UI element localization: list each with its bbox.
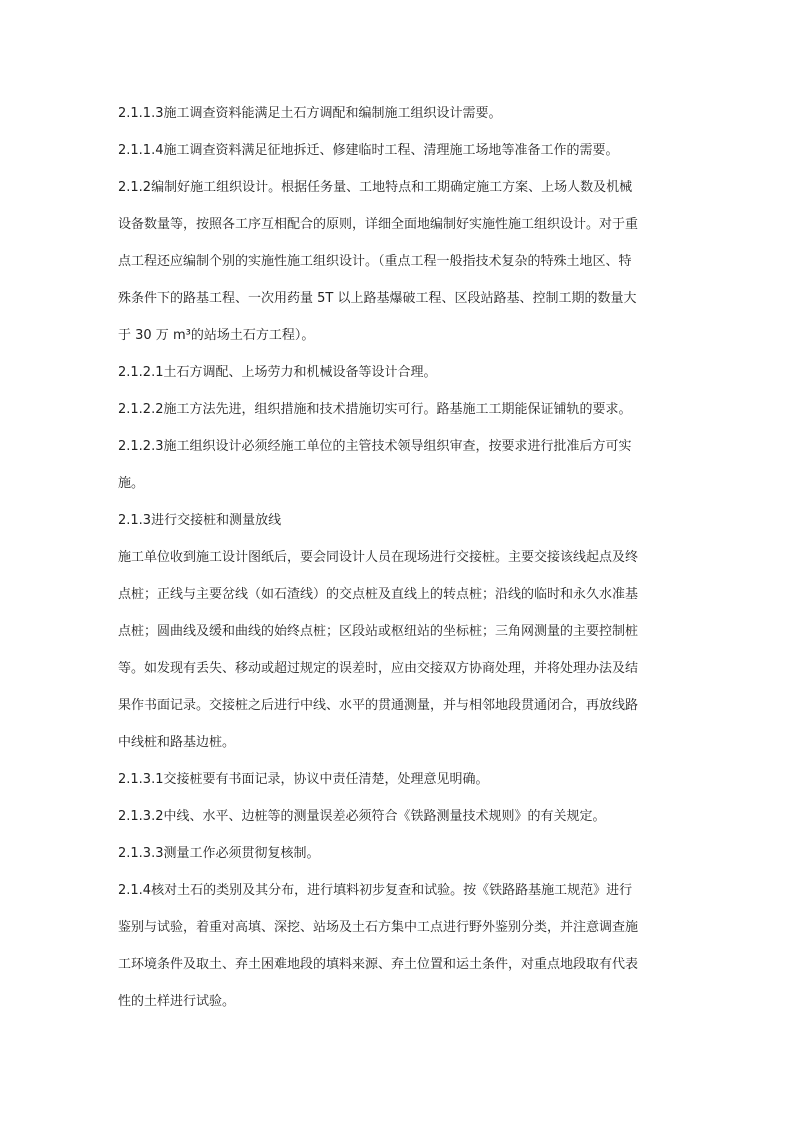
text-line-2-1-2-1: 2.1.2.1土石方调配、上场劳力和机械设备等设计合理。	[118, 365, 437, 380]
text-line-2-1-2-d: 殊条件下的路基工程、一次用药量 5T 以上路基爆破工程、区段站路基、控制工期的数量大	[118, 291, 637, 306]
text-line-2-1-4-a: 2.1.4核对土石的类别及其分布，进行填料初步复查和试验。按《铁路路基施工规范》进行	[118, 883, 633, 898]
text-line-2-1-2-c: 点工程还应编制个别的实施性施工组织设计。（重点工程一般指技术复杂的特殊土地区、特	[118, 254, 632, 269]
text-line-2-1-3-1: 2.1.3.1交接桩要有书面记录，协议中责任清楚，处理意见明确。	[118, 772, 489, 787]
text-line-2-1-1-4: 2.1.1.4施工调查资料满足征地拆迁、修建临时工程、清理施工场地等准备工作的需要。	[118, 143, 619, 158]
text-line-2-1-3-3: 2.1.3.3测量工作必须贯彻复核制。	[118, 846, 320, 861]
text-line-2-1-4-b: 鉴别与试验，着重对高填、深挖、站场及土石方集中工点进行野外鉴别分类，并注意调查施	[118, 920, 639, 935]
text-line-handover-a: 施工单位收到施工设计图纸后，要会同设计人员在现场进行交接桩。主要交接该线起点及终	[118, 550, 639, 565]
text-line-handover-e: 果作书面记录。交接桩之后进行中线、水平的贯通测量，并与相邻地段贯通闭合，再放线路	[118, 698, 639, 713]
section-heading-2-1-3: 2.1.3进行交接桩和测量放线	[118, 513, 282, 528]
text-line-handover-d: 等。如发现有丢失、移动或超过规定的误差时，应由交接双方协商处理，并将处理办法及结	[118, 661, 639, 676]
text-line-2-1-2-2: 2.1.2.2施工方法先进，组织措施和技术措施切实可行。路基施工工期能保证铺轨的要求。	[118, 402, 632, 417]
document-body	[118, 101, 680, 1026]
text-line-2-1-2-3-a: 2.1.2.3施工组织设计必须经施工单位的主管技术领导组织审查，按要求进行批准后方可实	[118, 439, 632, 454]
text-line-2-1-2-a: 2.1.2编制好施工组织设计。根据任务量、工地特点和工期确定施工方案、上场人数及机械	[118, 180, 633, 195]
text-line-2-1-2-e: 于 30 万 m³的站场土石方工程）。	[118, 328, 315, 343]
text-line-handover-c: 点桩；圆曲线及缓和曲线的始终点桩；区段站或枢纽站的坐标桩；三角网测量的主要控制桩	[118, 624, 639, 639]
text-line-handover-f: 中线桩和路基边桩。	[118, 735, 236, 750]
text-line-2-1-1-3: 2.1.1.3施工调查资料能满足土石方调配和编制施工组织设计需要。	[118, 106, 502, 121]
text-line-2-1-2-b: 设备数量等，按照各工序互相配合的原则，详细全面地编制好实施性施工组织设计。对于重	[118, 217, 639, 232]
text-line-handover-b: 点桩；正线与主要岔线（如石渣线）的交点桩及直线上的转点桩；沿线的临时和永久水准基	[118, 587, 639, 602]
text-line-2-1-4-d: 性的土样进行试验。	[118, 994, 236, 1009]
text-line-2-1-2-3-b: 施。	[118, 476, 145, 491]
text-line-2-1-3-2: 2.1.3.2中线、水平、边桩等的测量误差必须符合《铁路测量技术规则》的有关规定。	[118, 809, 606, 824]
text-line-2-1-4-c: 工环境条件及取土、弃土困难地段的填料来源、弃土位置和运土条件，对重点地段取有代表	[118, 957, 639, 972]
